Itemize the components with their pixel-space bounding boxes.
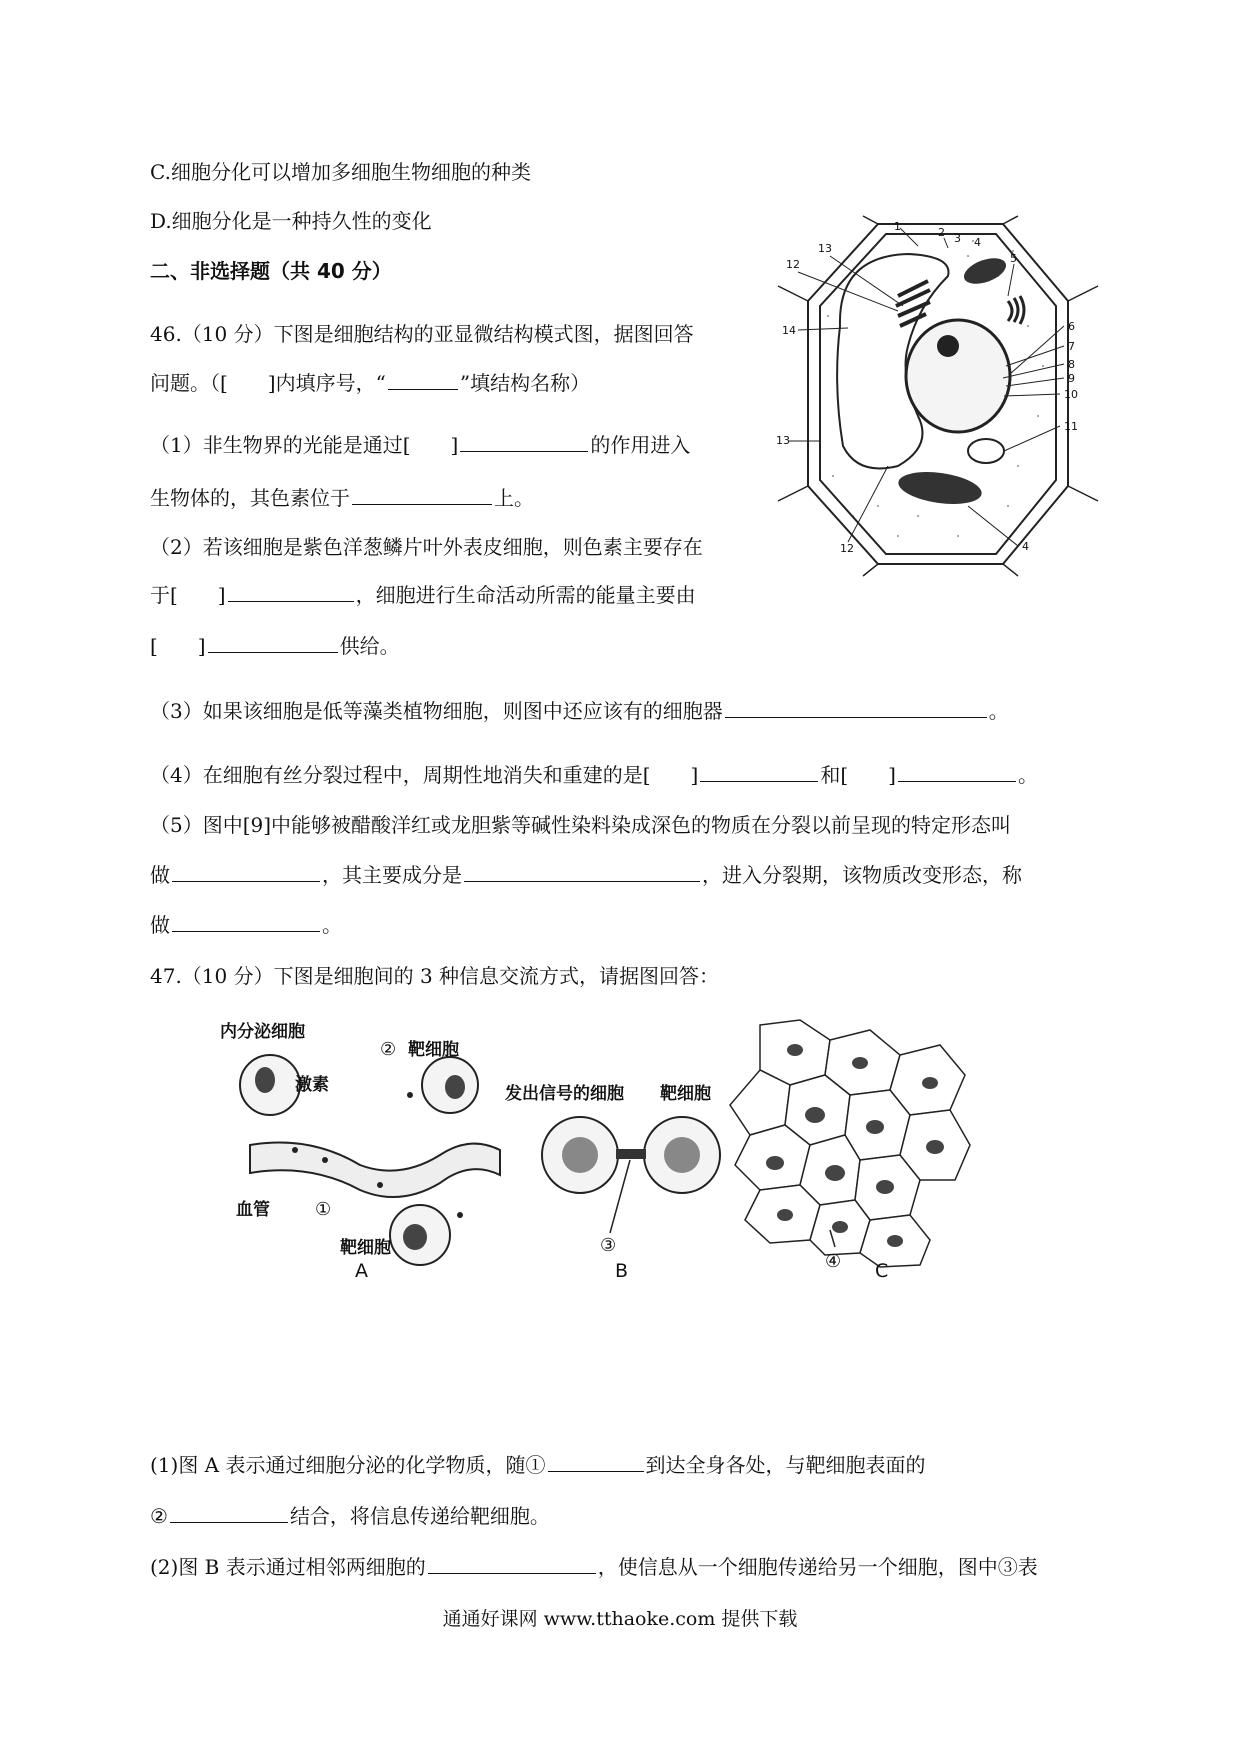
label-target-bottom: 靶细胞	[340, 1238, 391, 1258]
q46-1b: 的作用进入	[590, 433, 691, 457]
panel-b	[504, 1083, 720, 1282]
label-4: 4	[974, 236, 981, 249]
label-circle3: ③	[600, 1235, 617, 1256]
q46-5e: 。	[322, 913, 342, 937]
q46-2-line3	[150, 632, 400, 660]
blank[interactable]	[172, 861, 320, 882]
chloroplast-top	[961, 253, 1010, 289]
blank[interactable]	[464, 861, 700, 882]
q46-1a: （1）非生物界的光能是通过[ ]	[150, 433, 459, 457]
q46-intro-1: 46.（10 分）下图是细胞结构的亚显微结构模式图，据图回答	[150, 322, 694, 346]
q46-1-line2	[150, 484, 534, 512]
label-sender: 发出信号的细胞	[505, 1084, 624, 1104]
q46-2d: 供给。	[339, 634, 400, 658]
label-10: 10	[1064, 388, 1078, 401]
q47-1a: (1)图 A 表示通过细胞分泌的化学物质，随①	[150, 1453, 546, 1477]
plant-cell-figure	[768, 216, 1098, 576]
mitochondrion	[968, 439, 1004, 463]
cell-signaling-figure	[220, 1015, 1030, 1315]
label-12: 12	[786, 258, 800, 271]
label-14: 14	[782, 324, 796, 337]
q46-3b: 。	[988, 699, 1009, 723]
label-13: 13	[818, 242, 832, 255]
q46-1c: 生物体的，其色素位于	[150, 486, 350, 510]
blood-vessel	[250, 1143, 500, 1198]
q46-2b: ，细胞进行生命活动所需的能量主要由	[355, 583, 696, 607]
label-8: 8	[1068, 358, 1075, 371]
q46-5-line2	[150, 861, 1022, 889]
caption-a: A	[355, 1260, 368, 1282]
q46-5-line3	[150, 911, 342, 939]
q46-intro-2b: ”填结构名称）	[459, 371, 591, 395]
q46-4	[150, 761, 1038, 789]
caption-c: C	[875, 1260, 889, 1282]
nucleolus	[937, 335, 959, 357]
blank[interactable]	[388, 369, 458, 390]
q47-2a: (2)图 B 表示通过相邻两细胞的	[150, 1555, 426, 1579]
q47-intro: 47.（10 分）下图是细胞间的 3 种信息交流方式，请据图回答：	[150, 964, 720, 988]
q46-5-line1: （5）图中[9]中能够被醋酸洋红或龙胆紫等碱性染料染成深色的物质在分裂以前呈现的特定形态叫	[150, 813, 1012, 837]
blank[interactable]	[228, 581, 354, 602]
q47-1c: ②	[150, 1504, 168, 1528]
label-13b: 13	[776, 434, 790, 447]
q47-1-line1	[150, 1451, 926, 1479]
blank[interactable]	[898, 761, 1016, 782]
label-6: 6	[1068, 320, 1075, 333]
q47-1b: 到达全身各处，与靶细胞表面的	[645, 1453, 926, 1477]
q46-5d: 做	[150, 913, 170, 937]
label-3: 3	[954, 232, 961, 245]
blank[interactable]	[428, 1553, 596, 1574]
q46-3a: （3）如果该细胞是低等藻类植物细胞，则图中还应该有的细胞器	[150, 699, 723, 723]
label-vessel: 血管	[236, 1200, 270, 1220]
q46-2-line2	[150, 581, 696, 609]
label-9: 9	[1068, 372, 1075, 385]
label-hormone: 激素	[295, 1075, 329, 1095]
blank[interactable]	[460, 431, 588, 452]
blank[interactable]	[172, 911, 320, 932]
q46-intro-2a: 问题。（[ ]内填序号，“	[150, 371, 386, 395]
nucleus	[906, 320, 1010, 432]
label-target-top: 靶细胞	[408, 1040, 459, 1060]
label-5: 5	[1010, 252, 1017, 265]
blank[interactable]	[208, 632, 338, 653]
panel-a	[220, 1021, 500, 1282]
label-2: 2	[938, 226, 945, 239]
q46-1d: 上。	[494, 486, 534, 510]
footer: 通通好课网 www.tthaoke.com 提供下载	[442, 1608, 798, 1630]
label-12b: 12	[840, 542, 854, 555]
label-1: 1	[894, 220, 901, 233]
label-circle2: ②	[380, 1039, 397, 1060]
label-circle1: ①	[315, 1199, 332, 1220]
q46-2-line1: （2）若该细胞是紫色洋葱鳞片叶外表皮细胞，则色素主要存在	[150, 535, 703, 559]
golgi	[1008, 296, 1024, 324]
q46-2a: 于[ ]	[150, 583, 226, 607]
q46-2c: [ ]	[150, 634, 206, 658]
q46-1-line1	[150, 431, 690, 459]
q47-1d: 结合，将信息传递给靶细胞。	[289, 1504, 550, 1528]
q47-2b: ，使信息从一个细胞传递给另一个细胞，图中③表	[597, 1555, 1038, 1579]
q46-4a: （4）在细胞有丝分裂过程中，周期性地消失和重建的是[ ]	[150, 763, 699, 787]
blank[interactable]	[700, 761, 818, 782]
q46-5c: ，进入分裂期，该物质改变形态，称	[702, 863, 1022, 887]
label-4b: 4	[1022, 540, 1029, 553]
q46-intro-2	[150, 369, 590, 397]
label-circle4: ④	[825, 1251, 842, 1272]
option-d: D.细胞分化是一种持久性的变化	[150, 209, 432, 233]
option-c: C.细胞分化可以增加多细胞生物细胞的种类	[150, 160, 531, 184]
q47-1-line2	[150, 1502, 550, 1530]
blank[interactable]	[352, 484, 492, 505]
blank[interactable]	[725, 697, 987, 718]
q46-5a: 做	[150, 863, 170, 887]
q46-4c: 。	[1017, 763, 1038, 787]
chloroplast-bottom	[896, 467, 983, 508]
section-heading: 二、非选择题（共 40 分）	[150, 259, 392, 283]
label-11: 11	[1064, 420, 1078, 433]
blank[interactable]	[548, 1451, 644, 1472]
q47-2-line1	[150, 1553, 1038, 1581]
q46-5b: ，其主要成分是	[322, 863, 462, 887]
caption-b: B	[615, 1260, 629, 1282]
label-endocrine: 内分泌细胞	[220, 1022, 305, 1042]
q46-4b: 和[ ]	[820, 763, 896, 787]
blank[interactable]	[170, 1502, 288, 1523]
label-7: 7	[1068, 340, 1075, 353]
label-target-b: 靶细胞	[660, 1084, 711, 1104]
q46-3	[150, 697, 1009, 725]
